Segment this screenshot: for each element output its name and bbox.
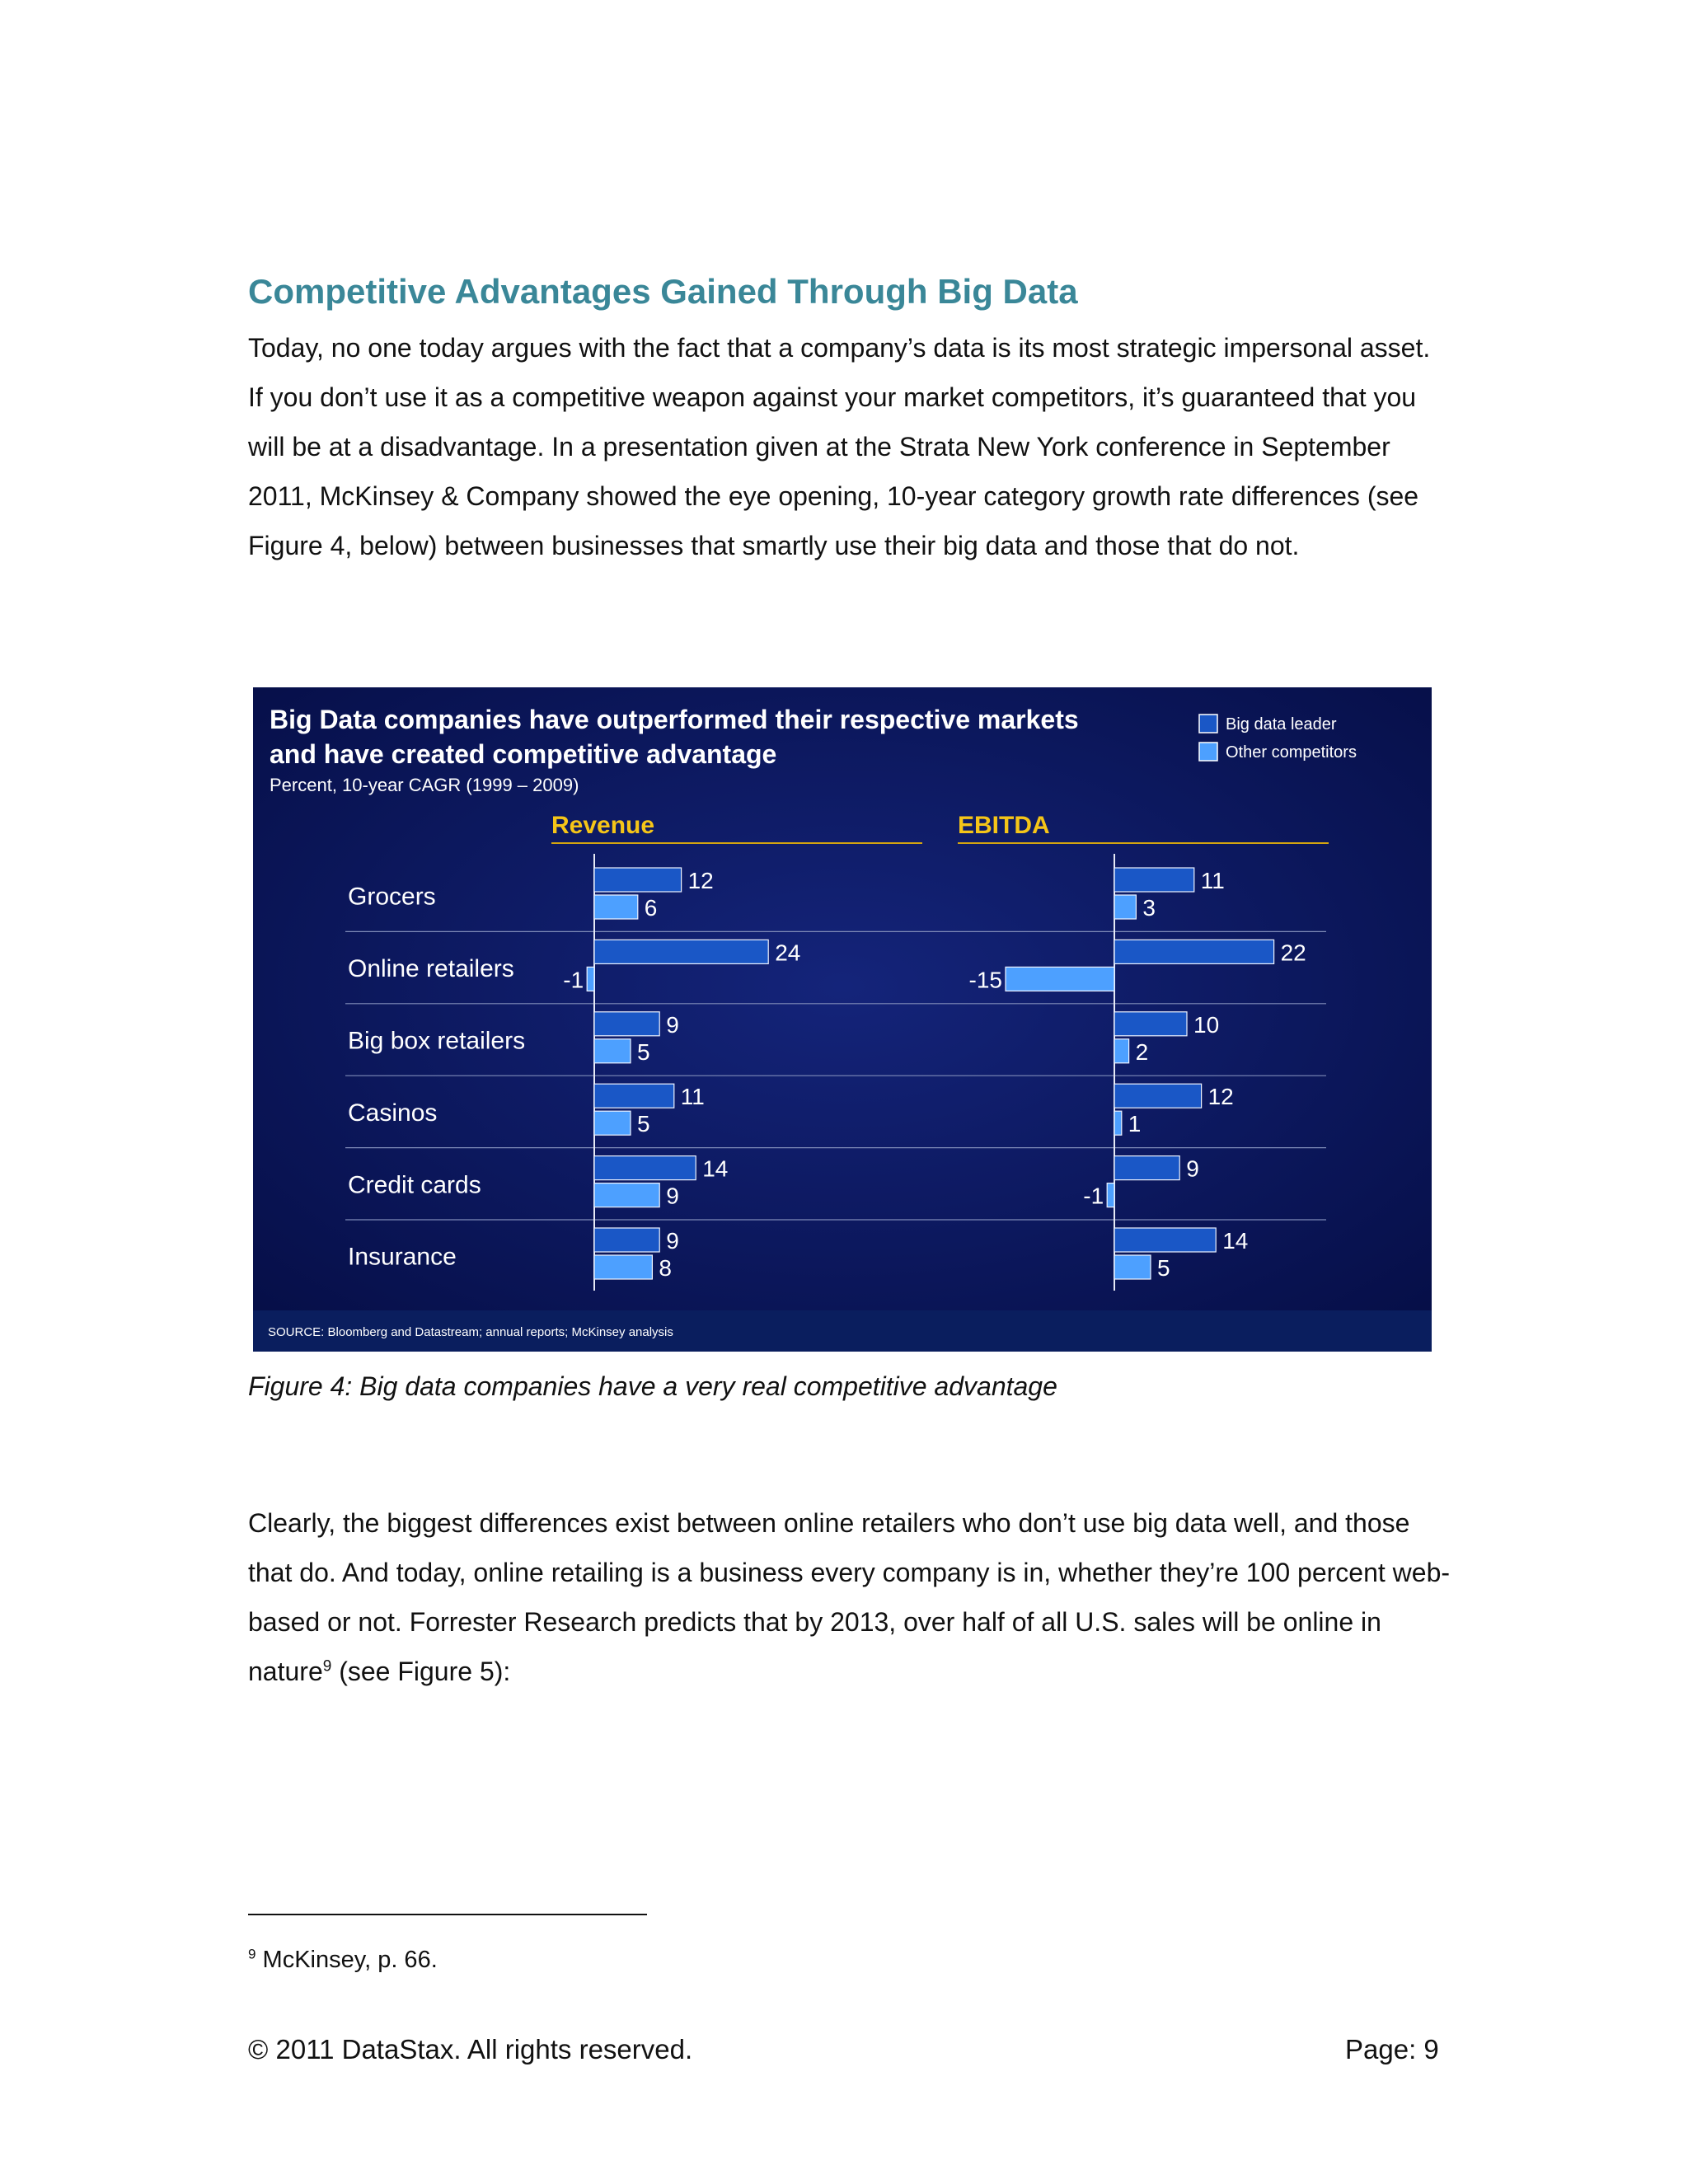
category-label-credit-cards: Credit cards: [348, 1171, 481, 1199]
ebitda-bar-leader: [1114, 940, 1274, 963]
ebitda-bar-competitor: [1006, 967, 1114, 991]
legend-swatch-leader: [1199, 715, 1217, 733]
chart-title-line1: Big Data companies have outperformed their respective markets: [270, 705, 1079, 734]
category-label-grocers: Grocers: [348, 883, 436, 911]
footnote-marker: 9: [248, 1946, 256, 1962]
figure-4: [253, 687, 1432, 1352]
intro-paragraph: Today, no one today argues with the fact that a company’s data is its most strategic impersonal asset. If you don’t use it as a competitive weapon against your market competitors, it’s guaranteed that you will be at a disadvantage. In a presentation given at the Strata New York conference in September 2011, McKinsey & Company showed the eye opening, 10-year category growth rate differences (see Figure 4, below) between businesses that smartly use their big data and those that do not.: [248, 333, 1431, 560]
revenue-value-label: 14: [702, 1155, 729, 1182]
revenue-value-label: 11: [680, 1084, 705, 1110]
revenue-value-label: 5: [637, 1038, 650, 1065]
ebitda-bar-leader: [1114, 1156, 1179, 1180]
revenue-value-label: -1: [563, 967, 584, 993]
revenue-bar-competitor: [594, 1255, 652, 1279]
revenue-bar-leader: [594, 1084, 674, 1108]
revenue-bar-leader: [594, 1012, 659, 1036]
ebitda-value-label: 10: [1193, 1011, 1220, 1038]
category-label-insurance: Insurance: [348, 1243, 457, 1271]
chart-subtitle: Percent, 10-year CAGR (1999 – 2009): [270, 775, 579, 795]
ebitda-value-label: 3: [1142, 895, 1156, 921]
ebitda-bar-competitor: [1114, 1039, 1129, 1063]
figure-caption: Figure 4: Big data companies have a very real competitive advantage: [248, 1371, 1057, 1401]
footnote: [248, 1947, 438, 1974]
ebitda-value-label: 14: [1222, 1228, 1249, 1254]
ebitda-bar-leader: [1114, 1228, 1216, 1252]
footnote-divider: [248, 1914, 647, 1915]
legend-label-leader: Big data leader: [1226, 715, 1337, 733]
revenue-value-label: 12: [687, 868, 714, 893]
revenue-value-label: 8: [659, 1255, 672, 1281]
legend-label-competitor: Other competitors: [1226, 743, 1357, 762]
revenue-value-label: 9: [666, 1228, 679, 1254]
paragraph-text-end: (see Figure 5):: [331, 1657, 511, 1686]
revenue-value-label: 9: [666, 1183, 679, 1209]
ebitda-bar-leader: [1114, 1084, 1202, 1108]
revenue-value-label: 6: [644, 895, 658, 921]
ebitda-value-label: 11: [1200, 868, 1225, 893]
ebitda-value-label: 5: [1157, 1255, 1170, 1281]
footnote-text: McKinsey, p. 66.: [262, 1947, 438, 1973]
chart-source: SOURCE: Bloomberg and Datastream; annual reports; McKinsey analysis: [268, 1325, 673, 1339]
revenue-bar-competitor: [594, 895, 638, 919]
revenue-bar-competitor: [594, 1111, 631, 1135]
revenue-value-label: 9: [666, 1011, 679, 1038]
paragraph-text: Clearly, the biggest differences exist between online retailers who don’t use big data well, and those that do. And today, online retailing is a business every company is in, whether they’re 100 percent web-based or not. Forrester Research predicts that by 2013, over half of all U.S. sales will be online in nature: [248, 1508, 1451, 1686]
revenue-bar-leader: [594, 1156, 696, 1180]
ebitda-value-label: -15: [968, 967, 1002, 993]
footer-copyright: © 2011 DataStax. All rights reserved.: [248, 2034, 693, 2064]
category-label-casinos: Casinos: [348, 1099, 438, 1127]
revenue-bar-competitor: [594, 1039, 631, 1063]
ebitda-value-label: 22: [1280, 940, 1306, 966]
footnote-reference[interactable]: 9: [322, 1657, 332, 1675]
legend-swatch-competitor: [1199, 743, 1217, 761]
ebitda-value-label: -1: [1083, 1183, 1104, 1209]
ebitda-bar-leader: [1114, 868, 1194, 892]
body-paragraph: [248, 1498, 1451, 1696]
panel-title-ebitda: EBITDA: [958, 812, 1050, 839]
ebitda-value-label: 12: [1207, 1084, 1234, 1110]
revenue-bar-leader: [594, 868, 682, 892]
category-label-online-retailers: Online retailers: [348, 955, 514, 983]
ebitda-value-label: 9: [1186, 1155, 1199, 1182]
revenue-bar-leader: [594, 1228, 659, 1252]
ebitda-value-label: 1: [1128, 1111, 1142, 1137]
revenue-value-label: 24: [775, 940, 801, 966]
ebitda-bar-competitor: [1114, 1255, 1151, 1279]
ebitda-bar-leader: [1114, 1012, 1187, 1036]
ebitda-bar-competitor: [1107, 1183, 1114, 1207]
ebitda-bar-competitor: [1114, 1111, 1122, 1135]
category-label-big-box-retailers: Big box retailers: [348, 1027, 526, 1055]
cagr-bar-chart: [253, 687, 1432, 1352]
section-heading: Competitive Advantages Gained Through Big Data: [248, 272, 1078, 311]
chart-title-line2: and have created competitive advantage: [270, 739, 777, 769]
revenue-bar-competitor: [594, 1183, 659, 1207]
panel-title-revenue: Revenue: [551, 812, 655, 839]
revenue-bar-competitor: [587, 967, 594, 991]
footer-page-number: Page: 9: [1345, 2034, 1439, 2064]
revenue-value-label: 5: [637, 1111, 650, 1137]
revenue-bar-leader: [594, 940, 768, 963]
ebitda-bar-competitor: [1114, 895, 1136, 919]
ebitda-value-label: 2: [1135, 1038, 1149, 1065]
